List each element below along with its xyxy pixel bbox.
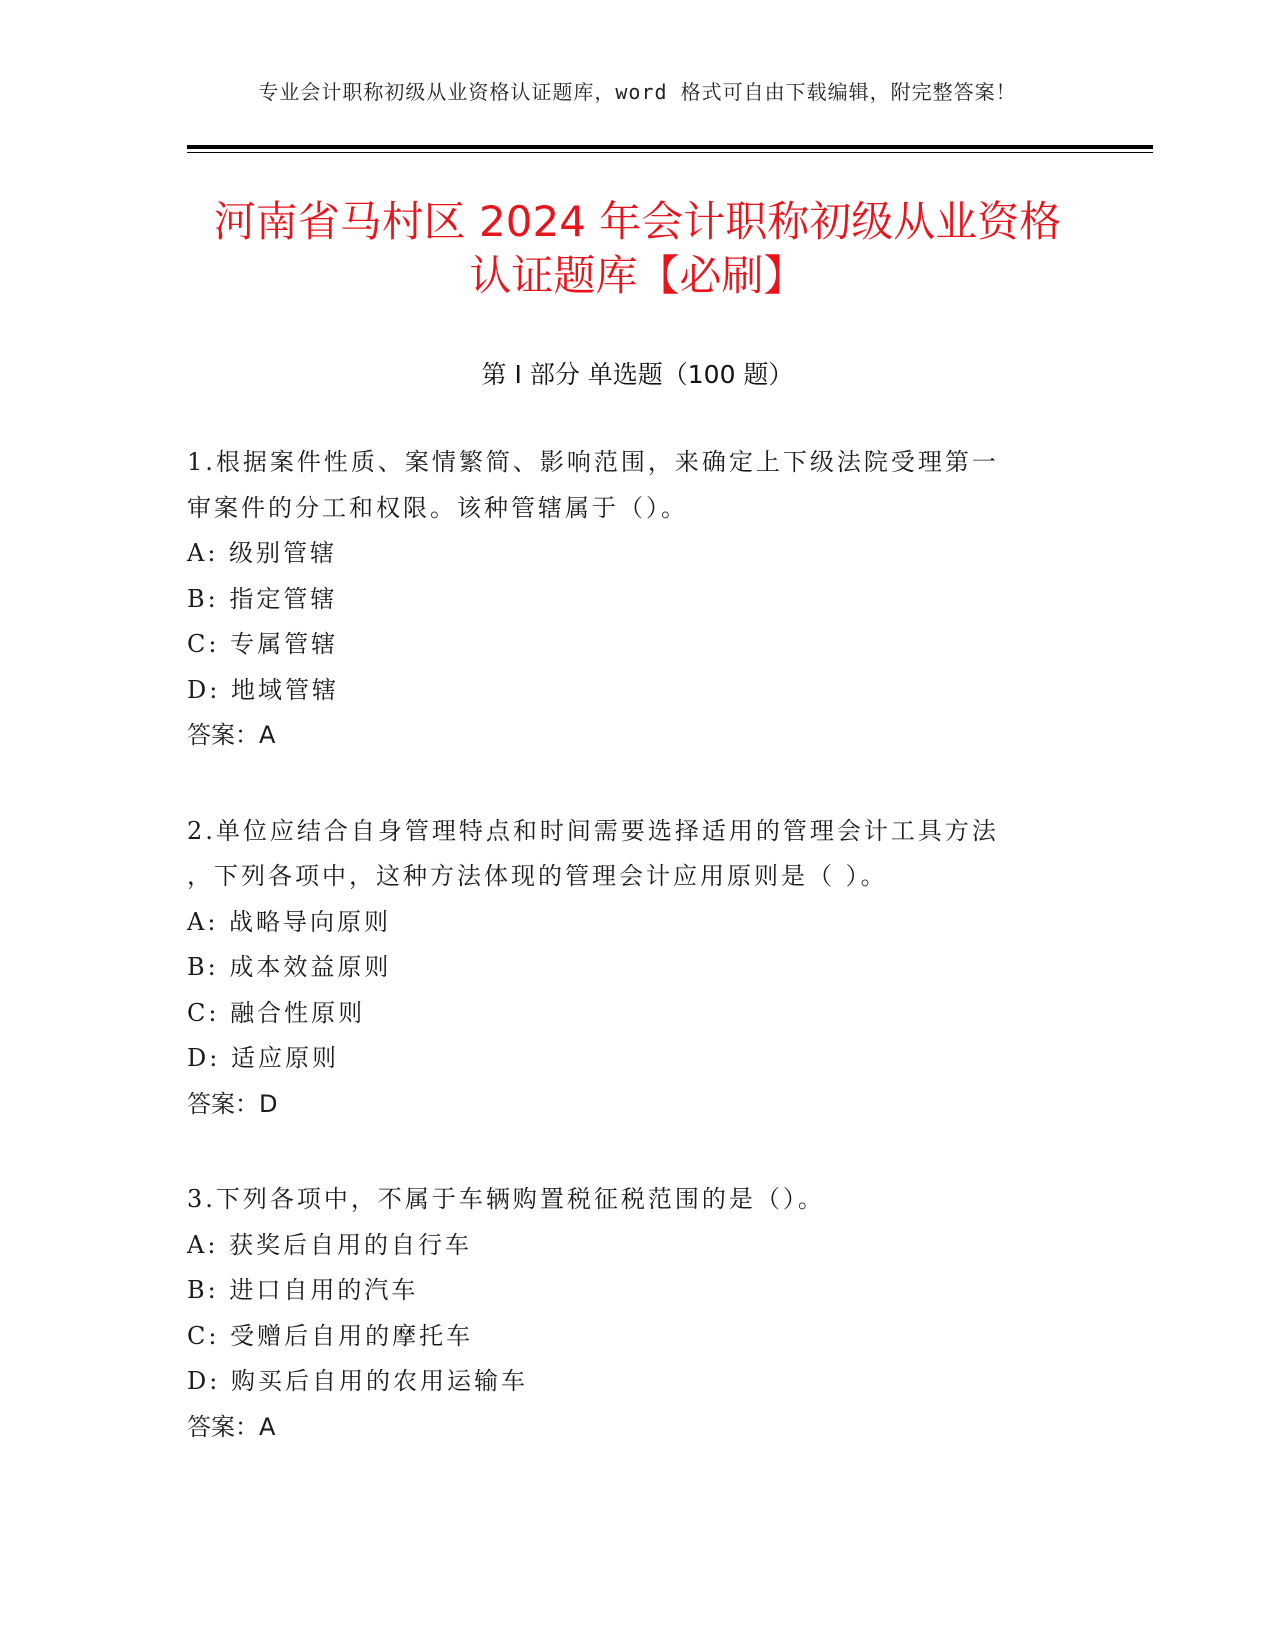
answer: 答案：A	[187, 721, 276, 749]
option-d: D: 地域管辖	[187, 675, 339, 704]
header-rule-thin	[187, 152, 1153, 153]
question-2	[187, 809, 1087, 1128]
option-d: D: 购买后自用的农用运输车	[187, 1367, 528, 1395]
title-line-1: 河南省马村区 2024 年会计职称初级从业资格	[213, 197, 1062, 246]
question-stem-line: 审案件的分工和权限。该种管辖属于（）。	[187, 493, 688, 522]
question-3	[187, 1177, 1087, 1450]
option-c: C: 受赠后自用的摩托车	[187, 1321, 474, 1350]
question-1	[187, 440, 1087, 759]
answer: 答案：A	[187, 1412, 276, 1441]
option-c: C: 融合性原则	[187, 998, 366, 1027]
section-heading: 第 I 部分 单选题（100 题）	[481, 360, 794, 389]
option-d: D: 适应原则	[187, 1044, 339, 1072]
option-c: C: 专属管辖	[187, 630, 339, 658]
document-title	[130, 195, 1145, 303]
question-stem-line: 1.根据案件性质、案情繁简、影响范围，来确定上下级法院受理第一	[187, 448, 999, 476]
option-b: B: 成本效益原则	[187, 953, 392, 981]
header-note: 专业会计职称初级从业资格认证题库，word 格式可自由下载编辑，附完整答案！	[258, 80, 1017, 104]
question-list	[187, 440, 1087, 1500]
option-b: B: 指定管辖	[187, 584, 338, 613]
header-rule-thick	[187, 145, 1153, 149]
title-line-2: 认证题库【必刷】	[469, 251, 806, 300]
option-b: B: 进口自用的汽车	[187, 1276, 419, 1304]
question-stem-line: ，下列各项中，这种方法体现的管理会计应用原则是（ ）。	[187, 862, 888, 890]
option-a: A: 级别管辖	[187, 539, 338, 567]
option-a: A: 战略导向原则	[187, 907, 392, 936]
answer: 答案：D	[187, 1089, 278, 1118]
option-a: A: 获奖后自用的自行车	[187, 1230, 473, 1259]
question-stem-line: 3.下列各项中，不属于车辆购置税征税范围的是（）。	[187, 1185, 825, 1213]
question-stem-line: 2.单位应结合自身管理特点和时间需要选择适用的管理会计工具方法	[187, 816, 999, 845]
